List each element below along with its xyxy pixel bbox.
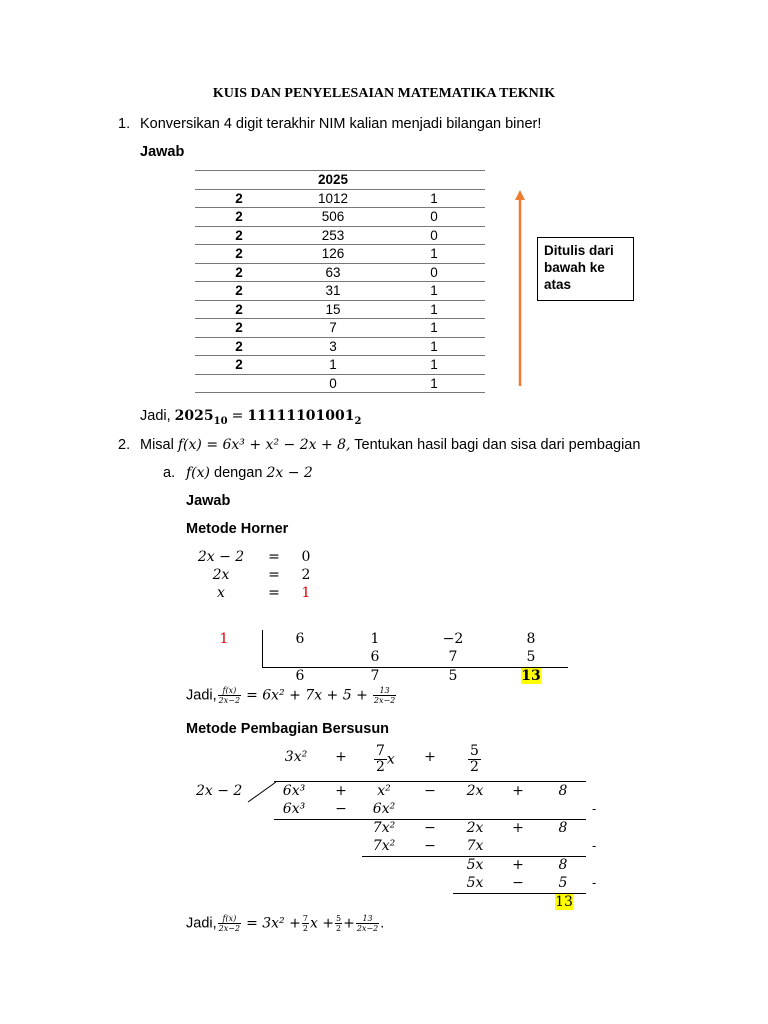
final-frac-5-2: $\frac{5}{2}$: [336, 914, 342, 933]
q2-prefix: Misal: [140, 437, 174, 453]
quotient-term-2: $\frac{7}{2}$ x: [376, 743, 395, 775]
root-eq-rhs-2: 2: [301, 567, 311, 583]
cell-quotient: 506: [283, 208, 383, 227]
long-div-dividend-term: +: [512, 783, 524, 799]
horner-result-2: 7: [370, 668, 380, 684]
long-div-dividend-term: 6x³: [282, 783, 306, 799]
long-div-sub1-term: 6x³: [282, 801, 306, 817]
table-row: [195, 356, 485, 375]
cell-divisor: 2: [195, 319, 283, 338]
q1-number: 1.: [118, 116, 131, 132]
horner-result-remainder: $\frac{13}{2x-2}$: [373, 686, 396, 705]
table-row: [195, 263, 485, 282]
long-div-rem2-term: 5x: [466, 857, 484, 873]
root-eq-lhs-1: 2x − 2: [197, 549, 245, 565]
cell-remainder: 0: [383, 263, 485, 282]
result-equals: =: [231, 408, 244, 424]
horner-title: Metode Horner: [186, 521, 289, 537]
cell-remainder: 1: [383, 282, 485, 301]
subtract-line-2: [362, 856, 586, 857]
page-title: KUIS DAN PENYELESAIAN MATEMATIKA TEKNIK: [212, 86, 556, 101]
cell-quotient: 15: [283, 300, 383, 319]
q2-function: f(x) = 6x³ + x² − 2x + 8,: [177, 437, 351, 453]
horner-product-3: 5: [526, 649, 536, 665]
subtract-line-1: [274, 819, 586, 820]
q1-result: [140, 408, 361, 427]
long-div-rem1-term: 8: [558, 820, 568, 836]
root-eq-rhs-1: 0: [301, 549, 311, 565]
cell-remainder: 0: [383, 226, 485, 245]
final-eq: = 3x² +: [246, 915, 301, 932]
horner-product-1: 6: [370, 649, 380, 665]
table-row: [195, 245, 485, 264]
cell-divisor: 2: [195, 189, 283, 208]
q2a-func: f(x): [186, 465, 211, 481]
long-div-rem2-term: +: [512, 857, 524, 873]
long-div-divisor: 2x − 2: [196, 783, 243, 799]
table-row: [195, 374, 485, 393]
cell-divisor: 2: [195, 263, 283, 282]
horner-coef-3: −2: [442, 631, 464, 647]
final-remainder: $\frac{13}{2x-2}$: [356, 914, 379, 933]
cell-divisor: 2: [195, 356, 283, 375]
long-div-dividend-term: 2x: [466, 783, 484, 799]
horner-result-3: 5: [448, 668, 458, 684]
cell-quotient: 63: [283, 263, 383, 282]
q2-statement: [140, 437, 640, 453]
horner-coef-4: 8: [526, 631, 536, 647]
note-box: Ditulis dari bawah ke atas: [537, 237, 634, 301]
result-binary: 11111101001: [247, 408, 355, 424]
cell-remainder: 0: [383, 208, 485, 227]
cell-divisor: 2: [195, 245, 283, 264]
long-div-sub3-term: 5x: [466, 875, 484, 891]
horner-result-line: [186, 686, 397, 705]
cell-quotient: 1012: [283, 189, 383, 208]
cell-divisor: 2: [195, 282, 283, 301]
long-div-remainder-value: 13: [555, 894, 573, 910]
long-div-sub2-term: 7x: [466, 838, 484, 854]
q2a-answer-label: Jawab: [186, 493, 231, 509]
horner-vertical-line: [262, 630, 263, 667]
horner-result-prefix: Jadi,: [186, 687, 217, 704]
cell-remainder: 1: [383, 356, 485, 375]
result-prefix: Jadi,: [140, 408, 171, 424]
result-binary-base: 2: [354, 415, 362, 427]
quotient-plus-2: +: [424, 749, 436, 765]
horner-coef-2: 1: [370, 631, 380, 647]
horner-root: 1: [219, 631, 229, 647]
long-div-rem1-term: +: [512, 820, 524, 836]
q2-text: Tentukan hasil bagi dan sisa dari pembagian: [354, 437, 641, 453]
q2a-mid: dengan: [214, 465, 263, 481]
root-eq-lhs-3: x: [217, 585, 225, 601]
quotient-frac-7-2: $\frac{7}{2}$: [376, 743, 385, 775]
root-eq-sign-3: =: [268, 585, 280, 601]
binary-conversion-table: [195, 170, 485, 393]
root-eq-sign-2: =: [268, 567, 280, 583]
cell-divisor: 2: [195, 337, 283, 356]
horner-result-1: 6: [295, 668, 305, 684]
final-lhs: $\frac{f(x)}{2x-2}$: [218, 914, 241, 933]
cell-quotient: 253: [283, 226, 383, 245]
quotient-frac-5-2: $\frac{5}{2}$: [470, 743, 479, 775]
cell-divisor: 2: [195, 300, 283, 319]
cell-remainder: 1: [383, 300, 485, 319]
quotient-plus-1: +: [335, 749, 347, 765]
final-prefix: Jadi,: [186, 915, 217, 932]
table-row: [195, 300, 485, 319]
table-row: [195, 319, 485, 338]
minus-sign-1: -: [592, 801, 597, 816]
final-mid: x +: [309, 915, 335, 932]
division-top-line: [274, 781, 586, 782]
horner-product-2: 7: [448, 649, 458, 665]
long-div-rem2-term: 8: [558, 857, 568, 873]
result-decimal-base: 10: [213, 415, 228, 427]
minus-sign-2: -: [592, 838, 597, 853]
long-div-dividend-term: −: [424, 783, 436, 799]
cell-quotient: 3: [283, 337, 383, 356]
cell-remainder: 1: [383, 319, 485, 338]
root-eq-rhs-3: 1: [301, 585, 311, 601]
table-row: [195, 282, 485, 301]
final-plus: +: [343, 915, 355, 932]
root-eq-lhs-2: 2x: [212, 567, 230, 583]
table-row: [195, 226, 485, 245]
final-frac-7-2: $\frac{7}{2}$: [302, 914, 308, 933]
long-div-sub1-term: −: [335, 801, 347, 817]
table-row: [195, 337, 485, 356]
cell-remainder: 1: [383, 337, 485, 356]
cell-quotient: 1: [283, 356, 383, 375]
table-row: [195, 189, 485, 208]
long-division-title: Metode Pembagian Bersusun: [186, 721, 390, 737]
cell-quotient: 7: [283, 319, 383, 338]
long-div-sub3-term: −: [512, 875, 524, 891]
horner-result-lhs: $\frac{f(x)}{2x-2}$: [218, 686, 241, 705]
quotient-term-1: 3x²: [284, 749, 308, 765]
cell-divisor: 2: [195, 208, 283, 227]
cell-divisor: 2: [195, 226, 283, 245]
horner-result-rhs: = 6x² + 7x + 5 +: [246, 687, 368, 704]
quotient-term-3: [468, 744, 481, 775]
long-div-rem1-term: −: [424, 820, 436, 836]
long-div-dividend-term: 8: [558, 783, 568, 799]
horner-remainder: [520, 668, 542, 684]
long-div-dividend-term: +: [335, 783, 347, 799]
long-div-sub2-term: −: [424, 838, 436, 854]
q1-answer-label: Jawab: [140, 144, 185, 160]
long-div-rem1-term: 7x²: [372, 820, 396, 836]
up-arrow-icon: [512, 188, 528, 388]
q2a-statement: [186, 465, 313, 481]
long-div-sub3-term: 5: [558, 875, 568, 891]
long-div-rem1-term: 2x: [466, 820, 484, 836]
q1-text: Konversikan 4 digit terakhir NIM kalian menjadi bilangan biner!: [140, 116, 542, 132]
cell-quotient: 0: [283, 374, 383, 393]
long-div-sub2-term: 7x²: [372, 838, 396, 854]
table-header-value: 2025: [283, 171, 383, 190]
cell-quotient: 31: [283, 282, 383, 301]
cell-remainder: 1: [383, 189, 485, 208]
cell-remainder: 1: [383, 374, 485, 393]
final-result-line: [186, 914, 384, 933]
cell-quotient: 126: [283, 245, 383, 264]
result-decimal: 2025: [174, 408, 214, 424]
cell-divisor: [195, 374, 283, 393]
q2-number: 2.: [118, 437, 131, 453]
q2a-label: a.: [163, 465, 176, 481]
root-eq-sign-1: =: [268, 549, 280, 565]
long-div-dividend-term: x²: [377, 783, 391, 799]
table-row: [195, 208, 485, 227]
horner-remainder-value: 13: [521, 668, 541, 684]
horner-coef-1: 6: [295, 631, 305, 647]
q2a-divisor: 2x − 2: [266, 465, 313, 481]
long-div-sub1-term: 6x²: [372, 801, 396, 817]
cell-remainder: 1: [383, 245, 485, 264]
final-end: .: [380, 915, 385, 932]
long-div-remainder: [553, 894, 575, 910]
minus-sign-3: -: [592, 875, 597, 890]
